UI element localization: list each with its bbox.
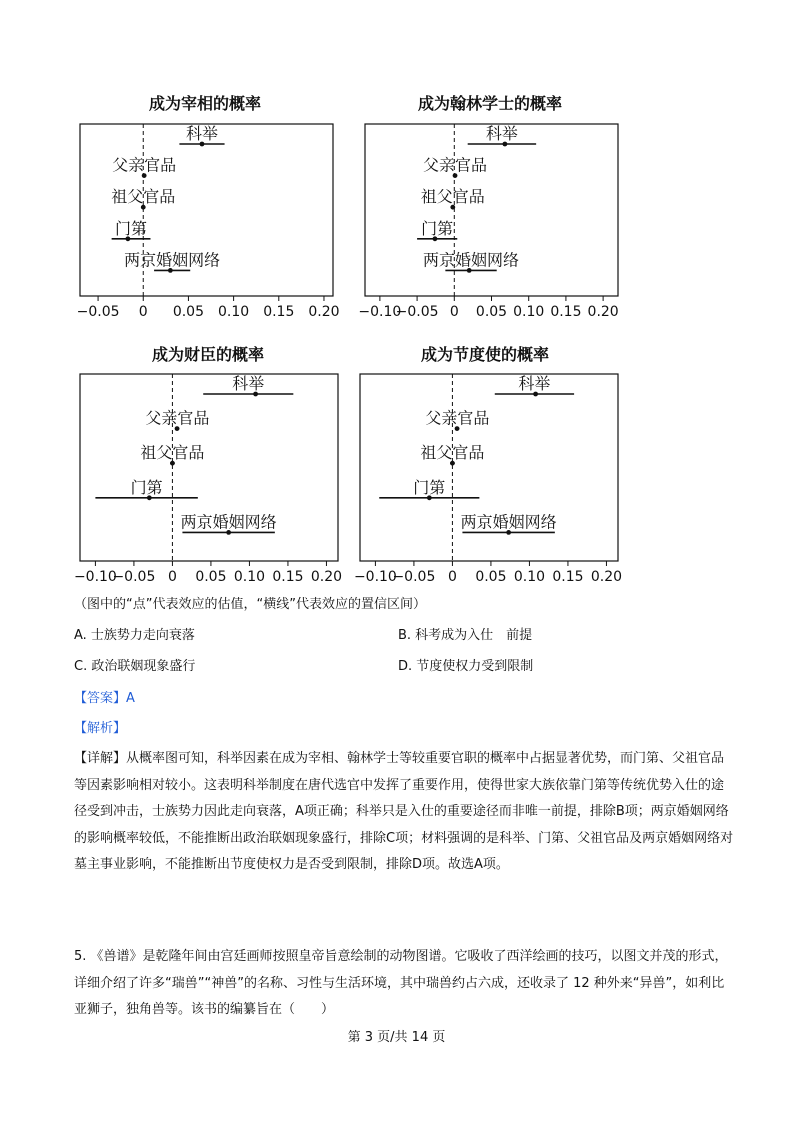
variable-label: 祖父官品	[420, 443, 485, 463]
x-tick-label: 0.05	[475, 304, 508, 320]
option-b: B. 科考成为入仕 前提	[398, 628, 533, 643]
x-tick-label: 0	[167, 569, 177, 585]
x-tick-label: 0.15	[550, 304, 582, 320]
variable-label: 父亲官品	[145, 408, 210, 428]
plot-frame	[80, 124, 333, 296]
x-tick-label: 0.10	[513, 569, 546, 585]
x-tick-label: 0	[138, 304, 148, 320]
variable-label: 两京婚姻网络	[423, 250, 520, 270]
x-tick-label: 0.10	[218, 304, 250, 320]
figure-caption: （图中的“点”代表效应的估值，“横线”代表效应的置信区间）	[74, 597, 426, 612]
variable-label: 科举	[485, 124, 518, 143]
x-tick-label: −0.10	[358, 304, 402, 320]
x-tick-label: 0.05	[195, 569, 227, 585]
variable-label: 科举	[185, 124, 218, 143]
variable-label: 父亲官品	[425, 408, 490, 428]
x-tick-label: −0.05	[112, 569, 156, 585]
analysis-heading: 【解析】	[74, 721, 127, 736]
answer: 【答案】A	[74, 691, 135, 706]
page-footer: 第 3 页/共 14 页	[347, 1030, 446, 1045]
variable-label: 两京婚姻网络	[460, 512, 557, 532]
variable-label: 祖父官品	[140, 443, 205, 463]
option-a: A. 士族势力走向衰落	[74, 628, 195, 643]
x-tick-label: 0.05	[475, 569, 507, 585]
x-tick-label: 0.15	[272, 569, 304, 585]
x-tick-label: 0	[449, 304, 459, 320]
option-d: D. 节度使权力受到限制	[398, 659, 534, 674]
x-tick-label: 0.15	[263, 304, 295, 320]
forest-plot	[355, 88, 630, 323]
variable-label: 门第	[115, 218, 148, 238]
variable-label: 科举	[518, 374, 551, 393]
forest-plot	[350, 338, 630, 588]
forest-plot	[70, 338, 350, 588]
x-tick-label: −0.10	[353, 569, 397, 585]
x-tick-label: 0	[447, 569, 457, 585]
x-tick-label: 0.10	[513, 304, 545, 320]
chart-hanlin	[355, 88, 630, 323]
variable-label: 两京婚姻网络	[124, 250, 221, 270]
x-tick-label: −0.05	[392, 569, 436, 585]
chart-finance	[70, 338, 350, 588]
variable-label: 门第	[421, 218, 454, 238]
chart-title: 成为宰相的概率	[148, 94, 262, 113]
question-5: 5. 《兽谱》是乾隆年间由宫廷画师按照皇帝旨意绘制的动物图谱。它吸收了西洋绘画的技巧，以图文并茂的形式，详细介绍了许多“瑞兽”“神兽”的名称、习性与生活环境，其中瑞兽约占六成，还收录了 12 种外来“异兽”，如利比亚狮子，独角兽等。该书的编纂旨在（ ）	[74, 949, 728, 1017]
variable-label: 祖父官品	[111, 187, 176, 207]
chart-title: 成为财臣的概率	[151, 345, 265, 364]
x-tick-label: −0.10	[73, 569, 117, 585]
variable-label: 科举	[232, 374, 265, 393]
chart-title: 成为翰林学士的概率	[417, 94, 563, 113]
variable-label: 门第	[413, 477, 446, 497]
x-tick-label: 0.20	[587, 304, 619, 320]
variable-label: 父亲官品	[112, 155, 177, 175]
x-tick-label: −0.05	[76, 304, 120, 320]
variable-label: 两京婚姻网络	[180, 512, 277, 532]
chart-chancellor	[70, 88, 345, 323]
x-tick-label: 0.15	[552, 569, 584, 585]
x-tick-label: −0.05	[395, 304, 439, 320]
x-tick-label: 0.20	[308, 304, 340, 320]
chart-title: 成为节度使的概率	[420, 345, 550, 364]
forest-plot	[70, 88, 345, 323]
x-tick-label: 0.20	[310, 569, 343, 585]
option-c: C. 政治联姻现象盛行	[74, 659, 196, 674]
explanation: 【详解】从概率图可知，科举因素在成为宰相、翰林学士等较重要官职的概率中占据显著优势，而门第、父祖官品等因素影响相对较小。这表明科举制度在唐代选官中发挥了重要作用，使得世家大族依靠门第等传统优势入仕的途径受到冲击，士族势力因此走向衰落，A项正确；科举只是入仕的重要途径而非唯一前提，排除B项；两京婚姻网络的影响概率较低，不能推断出政治联姻现象盛行，排除C项；材料强调的是科举、门第、父祖官品及两京婚姻网络对墓主事业影响，不能推断出节度使权力是否受到限制，排除D项。故选A项。	[74, 751, 734, 872]
variable-label: 门第	[130, 477, 163, 497]
x-tick-label: 0.20	[590, 569, 623, 585]
variable-label: 祖父官品	[420, 187, 485, 207]
x-tick-label: 0.05	[172, 304, 205, 320]
x-tick-label: 0.10	[233, 569, 266, 585]
variable-label: 父亲官品	[423, 155, 488, 175]
chart-jiedushi	[350, 338, 630, 588]
